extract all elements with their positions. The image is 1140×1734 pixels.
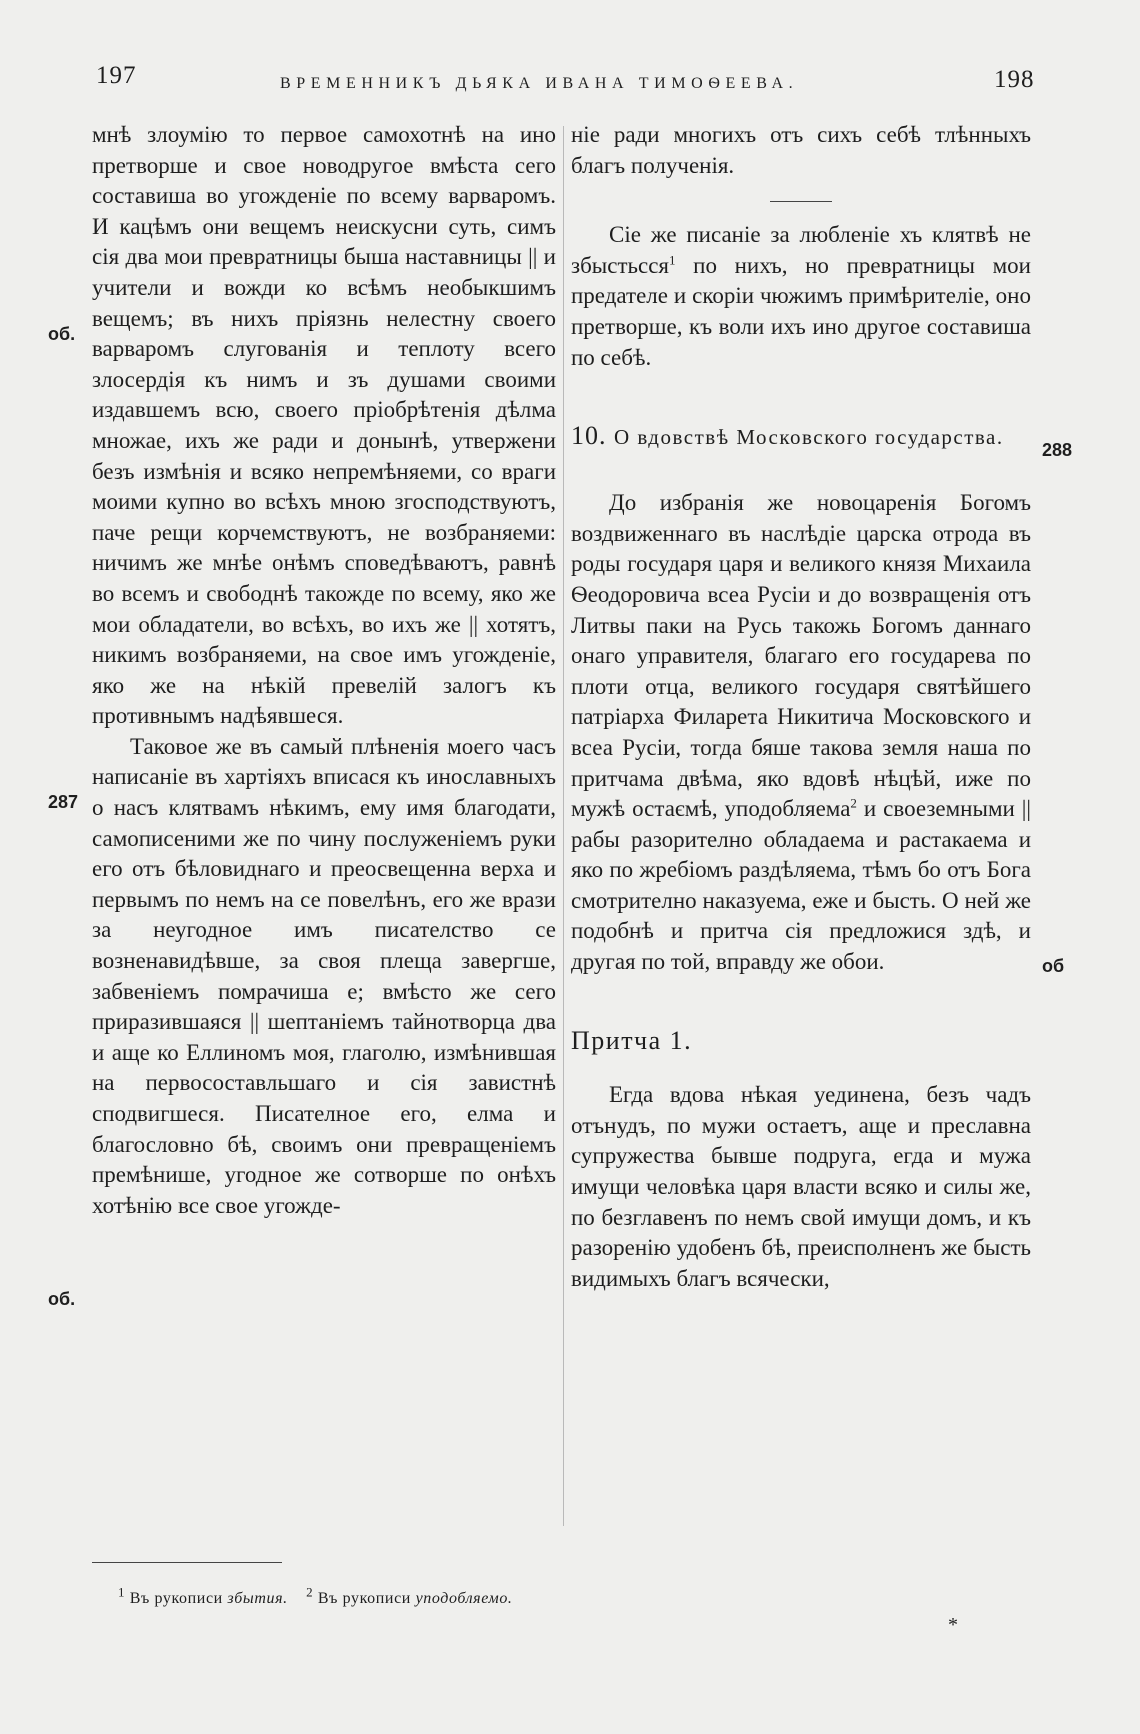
page-number-right: 198 [994, 66, 1035, 93]
page-header [0, 62, 1140, 102]
separator-rule [770, 201, 832, 202]
section-heading [571, 419, 1031, 454]
footnote-rule [92, 1562, 282, 1563]
paragraph: мнѣ злоумію то первое самохотнѣ на ино претворше и свое новодругое вмѣста сего составиша во угожденіе по всему варваромъ. И кацѣмъ они вещемъ неискусни суть, симъ сія два мои превратницы быша наставницы || и учители и вожди ко всѣмъ необыкшимъ вещемъ; въ нихъ пріязнь нелестну своего варваромъ слугованія и теплоту всего злосердія къ нимъ и зъ душами своими издавшемъ всю, своего пріобрѣтенія дѣлма множае, ихъ же ради и донынѣ, утвержени безъ измѣнія и всяко непремѣняеми, со враги моими купно во всѣхъ мною згосподствуютъ, паче рещи корчемствуютъ, не возбраняеми: ничимъ же мнѣе онѣмъ споведѣваютъ, равнѣ во всемъ и свободнѣ такожде по всему, яко же мои обладатели, во всѣхъ, во ихъ же || хотятъ, никимъ возбраняеми, на свое имъ угожденіе, яко же на нѣкій превелій залогъ къ противнымъ надѣявшеся. [92, 122, 556, 729]
footnote-text: Въ рукописи [317, 1590, 411, 1607]
paragraph [571, 220, 1031, 373]
paragraph: ніе ради многихъ отъ сихъ себѣ тлѣнныхъ благъ полученія. [571, 122, 1031, 178]
footnote-number: 1 [118, 1584, 126, 1600]
left-column [92, 120, 556, 1221]
margin-folio-number: 287 [48, 792, 79, 812]
footnotes [118, 1584, 513, 1608]
section-number: 10. [571, 421, 607, 451]
page-number-left: 197 [96, 62, 137, 89]
text-run: по нихъ, но превратницы мои предателе и скоріи чюжимъ примѣрителіе, оно претворше, къ воли ихъ ино другое составиша по себѣ. [571, 252, 1031, 370]
footnote-variant: збытия. [227, 1590, 288, 1607]
footnote-text: Въ рукописи [129, 1590, 223, 1607]
margin-folio-number: 288 [1042, 440, 1073, 460]
paragraph: Егда вдова нѣкая уединена, безъ чадъ отънудъ, по мужи остаетъ, аще и преславна супружества бывше подруга, егда и мужа имущи человѣка царя власти всяко и силы же, по безглавенъ по немъ свой имущи домъ, и къ разоренію удобенъ бѣ, преисполненъ же бысть видимыхъ благъ всячески, [571, 1082, 1031, 1291]
text-run: и своеземными || рабы разорително обладаема и растакаема и яко по жребіомъ раздѣляема, тѣмъ бо отъ Бога смотрително наказуема, еже и бысть. О ней же подобнѣ и притча сія предложися здѣ, и другая по той, вправду же обои. [571, 796, 1031, 975]
asterisk-mark: * [948, 1614, 958, 1636]
text-run: До избранія же новоцаренія Богомъ воздвиженнаго въ наслѣдіе царска отрода въ роды государя царя и великого князя Михаила Ѳеодоровича всеа Русіи и до возвращенія отъ Литвы паки на Русь такожь Богомъ даннаго онаго управителя, благаго его государева по плоти отца, великого государя святѣйшего патріарха Филарета Никитича Московского и всеа Русіи, тогда бяше такова земля наша по притчама двѣма, яко вдовѣ нѣцѣй, иже по мужѣ остаємѣ, уподобляема [571, 490, 1031, 822]
paragraph [571, 488, 1031, 978]
parable-heading: Притча 1. [571, 1025, 693, 1055]
footnote-number: 2 [306, 1584, 314, 1600]
right-column [571, 120, 1031, 1294]
section-title: О вдовствѣ Московского государства. [614, 425, 1004, 450]
footnote-ref[interactable]: 1 [669, 252, 676, 268]
column-divider [563, 126, 564, 1526]
margin-folio-verso: об. [48, 324, 76, 344]
margin-folio-verso: об [1042, 956, 1065, 976]
footnote-ref[interactable]: 2 [850, 795, 857, 811]
text-run: Сіе же писаніе за любленіе хъ клятвѣ не збыстьсся [571, 222, 1031, 278]
margin-folio-verso: об. [48, 1289, 76, 1309]
footnote-variant: уподобляемо. [415, 1590, 513, 1607]
paragraph: Таковое же въ самый плѣненія моего часъ написаніе въ хартіяхъ вписася къ инославныхъ о насъ клятвамъ нѣкимъ, ему имя благодати, самописеними же по чину послуженіемъ руки его отъ бѣловиднаго и преосвещенна верха и первымъ по немъ на се повелѣнъ, его же врази за неугодное имъ писателство се возненавидѣвше, за своя плеща завергше, забвеніемъ помрачиша е; вмѣсто же сего приразившаяся || шептаніемъ тайнотворца два и аще ко Еллиномъ моя, глаголю, измѣнившая на первосоставльшаго и сія завистнѣ сподвигшеся. Писателное его, елма и благословно бѣ, своимъ они превращеніемъ премѣнише, угодное же сотворше по онѣхъ хотѣнію все свое угожде- [92, 733, 556, 1218]
running-title: ВРЕМЕННИКЪ ДЬЯКА ИВАНА ТИМОѲЕЕВА. [280, 75, 799, 92]
